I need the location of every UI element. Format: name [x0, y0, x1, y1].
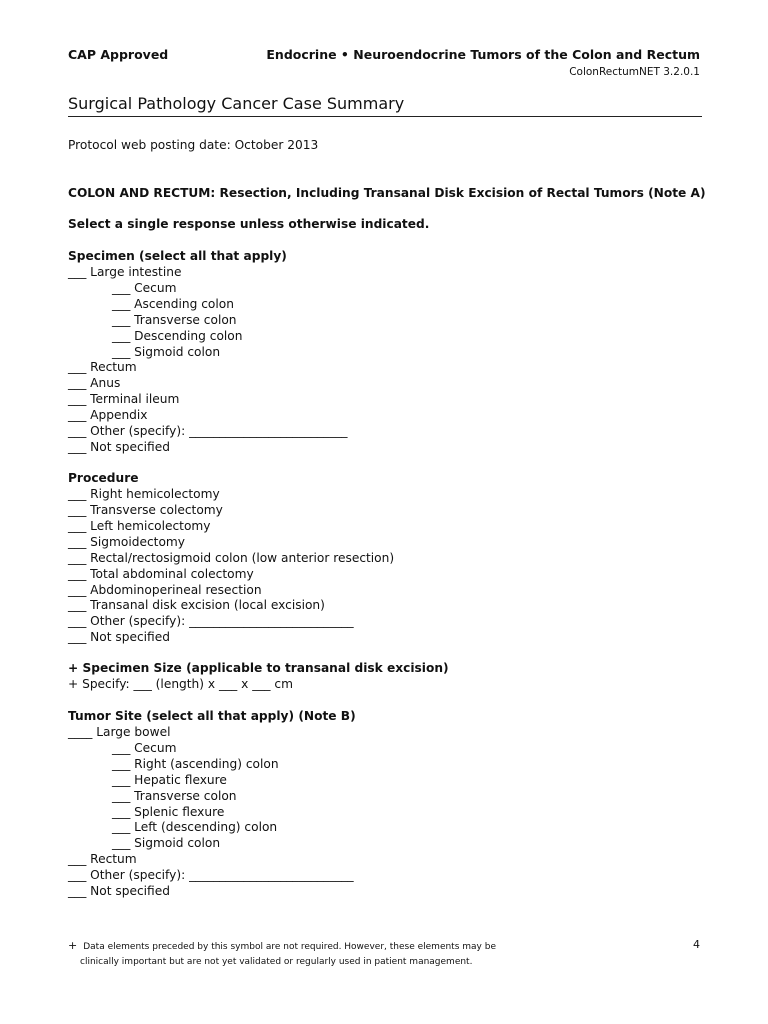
list-item: ___ Sigmoidectomy [68, 535, 185, 549]
instruction-text: Select a single response unless otherwise indicated. [68, 217, 430, 231]
list-item: ___ Transverse colon [112, 789, 237, 803]
footnote-line-1: Data elements preceded by this symbol are not required. However, these elements may be [83, 942, 496, 952]
list-item: ___ Rectum [68, 852, 137, 866]
protocol-version: ColonRectumNET 3.2.0.1 [569, 66, 700, 78]
list-item: ___ Ascending colon [112, 297, 234, 311]
list-item: ___ Transverse colon [112, 313, 237, 327]
list-item: ___ Left hemicolectomy [68, 519, 211, 533]
section-heading-colon-rectum: COLON AND RECTUM: Resection, Including Transanal Disk Excision of Rectal Tumors (Note A) [68, 186, 706, 200]
list-item: ___ Cecum [112, 281, 177, 295]
list-item: ___ Terminal ileum [68, 392, 180, 406]
list-item: ___ Other (specify): __________________________ [68, 424, 348, 438]
list-item: ____ Large bowel [68, 725, 171, 739]
list-item: ___ Hepatic flexure [112, 773, 227, 787]
specimen-heading: Specimen (select all that apply) [68, 249, 287, 263]
list-item: ___ Not specified [68, 884, 170, 898]
list-item: ___ Rectal/rectosigmoid colon (low anterior resection) [68, 551, 395, 565]
list-item: ___ Appendix [68, 408, 148, 422]
list-item: ___ Other (specify): ___________________________ [68, 614, 354, 628]
tumor-site-heading: Tumor Site (select all that apply) (Note B) [68, 709, 356, 723]
list-item: ___ Sigmoid colon [112, 836, 221, 850]
list-item: ___ Total abdominal colectomy [68, 567, 254, 581]
list-item: ___ Left (descending) colon [112, 820, 278, 834]
header-right-label: Endocrine • Neuroendocrine Tumors of the Colon and Rectum [266, 47, 700, 62]
list-item: ___ Cecum [112, 741, 177, 755]
footnote-symbol: + [68, 939, 78, 952]
footnote-line-2: clinically important but are not yet validated or regularly used in patient management. [80, 957, 473, 967]
posting-date: Protocol web posting date: October 2013 [68, 138, 319, 152]
list-item: ___ Not specified [68, 440, 170, 454]
list-item: ___ Splenic flexure [112, 805, 225, 819]
list-item: ___ Descending colon [112, 329, 243, 343]
procedure-heading: Procedure [68, 471, 139, 485]
page-title: Surgical Pathology Cancer Case Summary [68, 94, 405, 113]
specimen-size-specify: + Specify: ___ (length) x ___ x ___ cm [68, 677, 293, 691]
list-item: ___ Other (specify): ___________________________ [68, 868, 354, 882]
list-item: ___ Transanal disk excision (local excision) [68, 598, 325, 612]
footnote [68, 938, 496, 970]
list-item: ___ Rectum [68, 360, 137, 374]
list-item: ___ Sigmoid colon [112, 345, 221, 359]
list-item: ___ Not specified [68, 630, 170, 644]
list-item: ___ Large intestine [68, 265, 182, 279]
title-divider [68, 116, 702, 117]
specimen-size-heading: + Specimen Size (applicable to transanal disk excision) [68, 661, 449, 675]
list-item: ___ Right (ascending) colon [112, 757, 279, 771]
list-item: ___ Abdominoperineal resection [68, 583, 262, 597]
page-number: 4 [693, 938, 700, 951]
header-left-label: CAP Approved [68, 47, 169, 62]
list-item: ___ Anus [68, 376, 121, 390]
list-item: ___ Transverse colectomy [68, 503, 223, 517]
list-item: ___ Right hemicolectomy [68, 487, 220, 501]
